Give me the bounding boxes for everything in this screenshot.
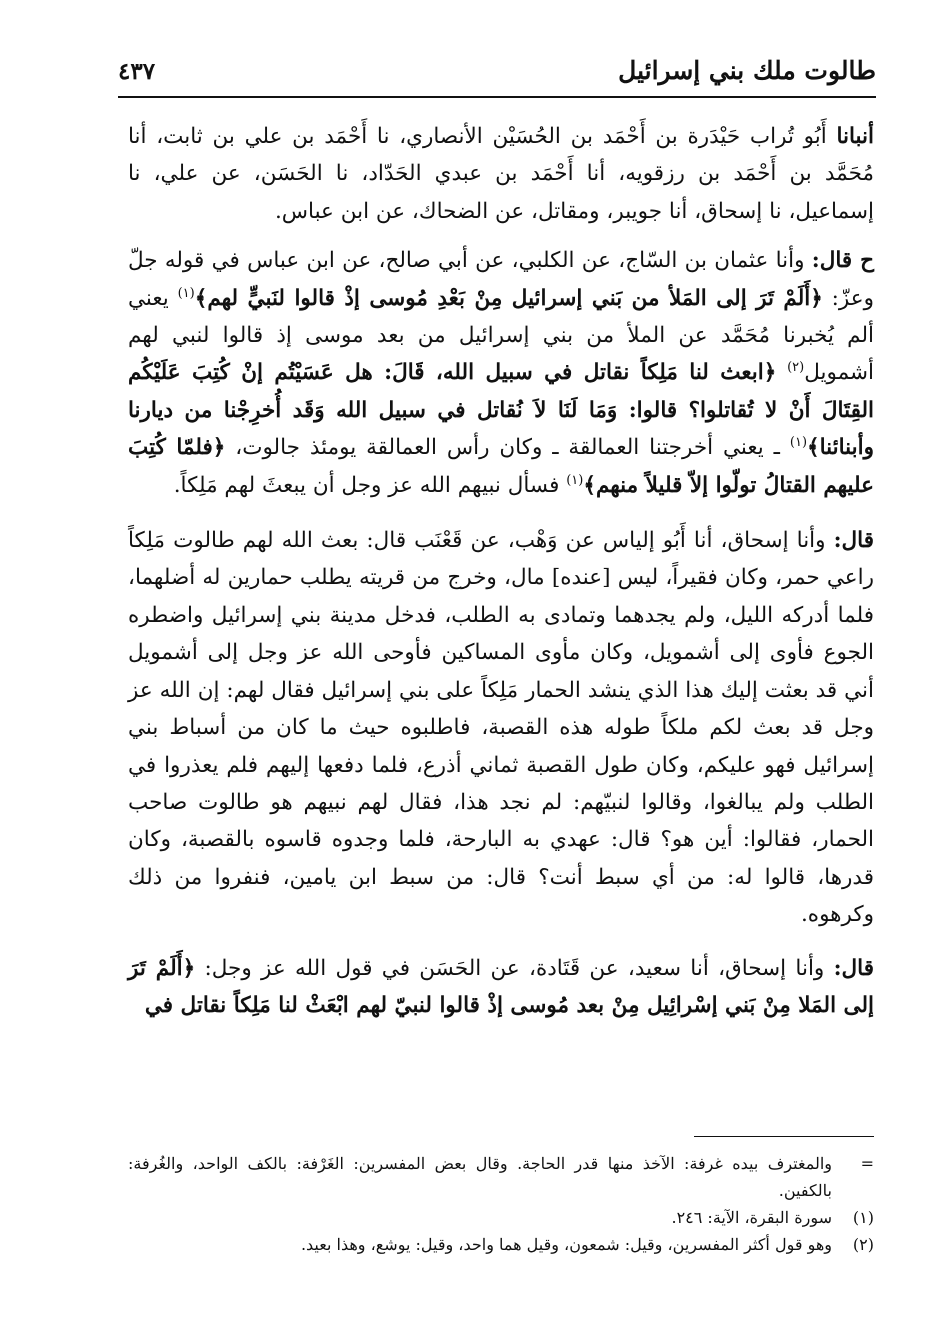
footnote-ref: (٢) xyxy=(787,360,805,376)
footnote-text: وهو قول أكثر المفسرين، وقيل: شمعون، وقيل هما واحد، وقيل: يوشع، وهذا بعيد. xyxy=(300,1235,832,1254)
paragraph-text: أَبُو تُراب حَيْدَرة بن أَحْمَد بن الحُسَيْن الأنصاري، نا أَحْمَد بن علي بن ثابت، أنا مُحَمَّد بن أَحْمَد بن رزقويه، أنا أَحْمَد بن عبدي الحَدّاد، نا الحَسَن، عن علي، نا إسماعيل، نا إسحاق، أنا جويبر، ومقاتل، عن الضحاك، عن ابن عباس. xyxy=(128,124,874,224)
paragraph-4 xyxy=(128,950,874,1025)
footnote-text: والمغترف بيده غرفة: الآخذ منها قدر الحاجة. وقال بعض المفسرين: الغَرْفة: بالكف الواحد، والغُرفة: بالكفين. xyxy=(128,1154,833,1200)
header-rule xyxy=(118,96,876,98)
paragraph-text: ـ يعني أخرجتنا العمالقة ـ وكان رأس العمالقة يومئذ جالوت، xyxy=(225,435,790,461)
paragraph-1 xyxy=(128,118,874,230)
paragraph-3 xyxy=(128,522,874,933)
footnote-marker: (٢) xyxy=(852,1235,874,1254)
paragraph-lead: قال: xyxy=(833,955,874,981)
main-text xyxy=(128,118,874,1040)
footnotes xyxy=(128,1150,874,1258)
paragraph-text: يعني ألم يُخبرنا مُحَمَّد عن الملأ من بني إسرائيل من بعد موسى إذ قالوا لنبي لهم أشمويل xyxy=(128,285,874,386)
footnote-ref: (١) xyxy=(789,435,808,451)
footnote-continuation xyxy=(128,1150,874,1204)
paragraph-text: وأنا عثمان بن السّاج، عن الكلبي، عن أبي صالح، عن ابن عباس في قوله جلّ وعزّ: xyxy=(128,248,874,311)
footnote-text: سورة البقرة، الآية: ٢٤٦. xyxy=(671,1208,832,1227)
page-header xyxy=(118,54,876,96)
footnote-2 xyxy=(128,1231,874,1258)
paragraph-lead: ح قال: xyxy=(811,248,874,274)
footnote-rule xyxy=(694,1136,874,1137)
footnote-marker: (١) xyxy=(852,1208,874,1227)
footnote-marker: = xyxy=(860,1154,874,1173)
quran-verse: ﴿فلمّا كُتِبَ عليهم القتالُ تولّوا إلاّ قليلاً منهم﴾ xyxy=(128,435,874,498)
page-number: ٤٣٧ xyxy=(118,58,156,85)
running-title: طالوت ملك بني إسرائيل xyxy=(618,56,876,85)
footnote-ref: (١) xyxy=(566,472,584,488)
paragraph-2 xyxy=(128,242,874,504)
footnote-1 xyxy=(128,1204,874,1231)
quran-verse: ﴿أَلَمْ تَرَ إلى المَلأ من بَني إسرائيل مِنْ بَعْدِ مُوسى إذْ قالوا لنَبيٍّ لهم﴾ xyxy=(194,285,823,311)
footnote-ref: (١) xyxy=(177,285,195,301)
quran-verse: ﴿ابعث لنا مَلِكاً نقاتل في سبيل الله، قَالَ: هل عَسَيْتُم إنْ كُتِبَ عَلَيْكُم القِتَالَ أَنْ لا تُقاتلوا؟ قالوا: وَمَا لَنَا لاَ نُقاتل في سبيل الله وَقَد أُخرِجْنا من ديارنا وأبنائنا﴾ xyxy=(128,360,875,461)
quran-verse: ﴿أَلَمْ تَرَ إلى المَلا مِنْ بَني إسْرائِيل مِنْ بعد مُوسى إذْ قالوا لنبيّ لهم ابْعَثْ لنا مَلِكاً نقاتل في xyxy=(128,955,874,1018)
paragraph-lead: أنبانا xyxy=(836,124,874,149)
paragraph-text: وأنا إسحاق، أنا سعيد، عن قَتَادة، عن الحَسَن في قول الله عز وجل: xyxy=(195,955,834,981)
paragraph-lead: قال: xyxy=(833,528,874,554)
paragraph-text xyxy=(776,360,787,385)
paragraph-text: فسأل نبيهم الله عز وجل أن يبعثَ لهم مَلِكاً. xyxy=(173,472,567,498)
paragraph-text: وأنا إسحاق، أنا أَبُو إلياس عن وَهْب، عن قَعْنَب قال: بعث الله لهم طالوت مَلِكاً راعي حمر، وكان فقيراً، ليس [عنده] مال، وخرج من قريته يطلب حمارين له أضلهما، فلما أدركه الليل، ولم يجدهما وتمادى به الطلب، فدخل مدينة بني إسرائيل واضطره الجوع فأوى إلى أشمويل، وكان مأوى المساكين فأوحى الله عز وجل إلى أشمويل أني قد بعثت إليك هذا الذي ينشد الحمار مَلِكاً على بني إسرائيل فقال لهم: إن الله عز وجل قد بعث لكم ملكاً طوله هذه القصبة، فاطلبوه حيث ما كان من أسباط بني إسرائيل فهو عليكم، وكان طول القصبة ثماني أذرع، فلما دفعها إليهم فلم يعذروا في الطلب ولم يبالغوا، وقالوا لنبيّهم: لم نجد هذا، فقال لهم نبيهم هو طالوت صاحب الحمار، فقالوا: أين هو؟ قال: عهدي به البارحة، فلما وجدوه قاسوه بالقصبة، وكان قدرها، قالوا له: من أي سبط أنت؟ قال: من سبط ابن يامين، فنفروا من ذلك وكرهوه. xyxy=(128,528,874,928)
